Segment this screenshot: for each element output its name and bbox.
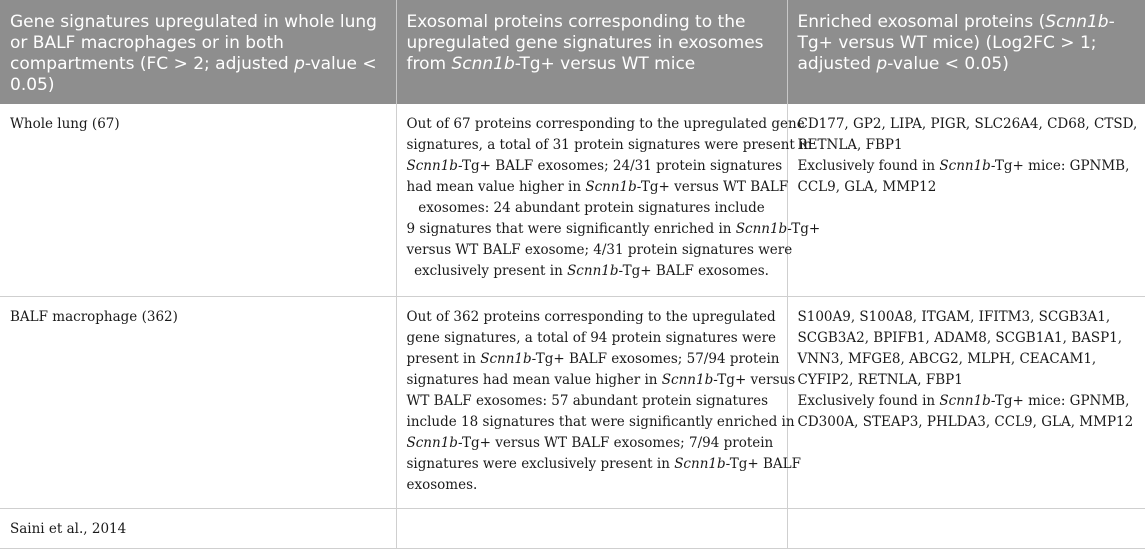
text-segment: include 18 signatures that were significantly enriched in	[406, 413, 795, 430]
row-enriched-proteins	[787, 104, 1145, 296]
italic-text: Scnn1b	[1045, 12, 1109, 32]
row-label: BALF macrophage (362)	[0, 296, 396, 508]
text-line	[407, 261, 777, 282]
text-line	[798, 328, 1136, 349]
text-segment: S100A9, S100A8, ITGAM, IFITM3, SCGB3A1,	[797, 308, 1111, 325]
text-line	[407, 475, 777, 496]
text-line	[407, 391, 777, 412]
italic-text: Scnn1b	[406, 434, 458, 451]
text-segment: versus WT BALF exosome; 4/31 protein signatures were	[406, 242, 793, 258]
text-segment: present in	[406, 350, 481, 367]
italic-text: Scnn1b	[406, 158, 458, 174]
text-line	[407, 198, 777, 219]
text-segment: CD300A, STEAP3, PHLDA3, CCL9, GLA, MMP12	[797, 413, 1134, 430]
row-enriched-proteins	[787, 508, 1145, 548]
text-segment: Exclusively found in	[797, 392, 940, 409]
italic-text: p	[876, 54, 888, 74]
text-line	[798, 177, 1136, 198]
text-segment: -Tg+ BALF	[725, 455, 801, 472]
text-line	[406, 349, 780, 370]
text-line	[406, 240, 793, 261]
header-enriched-proteins	[787, 0, 1145, 104]
text-segment: VNN3, MFGE8, ABCG2, MLPH, CEACAM1,	[797, 350, 1097, 367]
text-segment: exosomes.	[406, 476, 478, 493]
italic-text: Scnn1b	[480, 350, 532, 367]
text-segment: -Tg+ versus	[713, 371, 796, 388]
text-line	[798, 391, 1136, 412]
text-segment: Out of 362 proteins corresponding to the upregulated	[406, 308, 776, 325]
italic-text: Scnn1b	[939, 158, 991, 174]
text-segment: RETNLA, FBP1	[797, 137, 903, 153]
row-description	[396, 104, 821, 296]
text-segment: -Tg+ mice: GPNMB,	[990, 158, 1130, 174]
text-segment: -Tg+ mice: GPNMB,	[990, 392, 1130, 409]
text-line	[406, 114, 805, 135]
text-line	[406, 156, 783, 177]
table-row	[0, 296, 1145, 508]
text-line	[798, 349, 1136, 370]
text-line	[406, 370, 796, 391]
italic-text: Scnn1b	[567, 263, 619, 279]
text-segment: Exclusively found in	[797, 158, 940, 174]
row-description	[396, 296, 801, 508]
text-segment: CCL9, GLA, MMP12	[797, 179, 937, 195]
italic-text: Scnn1b	[451, 54, 515, 74]
text-segment: Out of 67 proteins corresponding to the upregulated gene	[406, 116, 805, 132]
row-description	[396, 508, 787, 548]
row-label: Saini et al., 2014	[0, 508, 396, 548]
text-segment: 9 signatures that were significantly enriched in	[406, 221, 736, 237]
text-line	[798, 307, 1136, 328]
text-segment: -Tg+ versus WT BALF	[636, 179, 789, 195]
italic-text: p	[294, 54, 305, 74]
header-gene-signatures	[0, 0, 396, 104]
text-line	[407, 328, 777, 349]
italic-text: Scnn1b	[939, 392, 991, 409]
text-segment: gene signatures, a total of 94 protein signatures were	[406, 329, 777, 346]
text-segment: signatures were exclusively present in	[406, 455, 675, 472]
row-label: Whole lung (67)	[0, 104, 396, 296]
text-segment: Enriched exosomal proteins (	[797, 12, 1046, 32]
text-segment: CYFIP2, RETNLA, FBP1	[797, 371, 963, 388]
text-line	[407, 433, 777, 454]
text-segment: exosomes: 24 abundant protein signatures include	[418, 200, 765, 216]
text-segment: -value < 0.05)	[887, 54, 1009, 74]
text-segment: -Tg+ BALF exosomes.	[618, 263, 769, 279]
text-line	[406, 219, 821, 240]
italic-text: Scnn1b	[735, 221, 788, 237]
text-line	[798, 412, 1136, 433]
text-segment: -Tg+ versus WT BALF exosomes; 7/94 protein	[457, 434, 774, 451]
text-segment: -value < 0.05)	[10, 54, 377, 95]
text-segment: WT BALF exosomes: 57 abundant protein signatures	[406, 392, 769, 409]
table-row	[0, 508, 1145, 548]
text-segment: SCGB3A2, BPIFB1, ADAM8, SCGB1A1, BASP1,	[797, 329, 1123, 346]
text-segment: Gene signatures upregulated in whole lung or BALF macrophages or in both compartments (FC > 2; adjusted	[10, 12, 377, 74]
text-segment: signatures had mean value higher in	[406, 371, 662, 388]
text-line	[407, 307, 777, 328]
text-segment: had mean value higher in	[406, 179, 586, 195]
header-row	[0, 0, 1145, 104]
italic-text: Scnn1b	[674, 455, 726, 472]
text-segment: -Tg+ versus WT mice	[514, 54, 696, 74]
text-segment: Exosomal proteins corresponding to the upregulated gene signatures in exosomes from	[406, 12, 764, 74]
text-segment: -Tg+ BALF exosomes; 24/31 protein signatures	[457, 158, 783, 174]
row-enriched-proteins	[787, 296, 1145, 508]
table-row	[0, 104, 1145, 296]
text-segment: -Tg+ BALF exosomes; 57/94 protein	[531, 350, 780, 367]
text-segment: signatures, a total of 31 protein signatures were present in	[406, 137, 813, 153]
italic-text: Scnn1b	[661, 371, 714, 388]
text-line	[406, 412, 795, 433]
text-line	[798, 114, 1136, 135]
text-line	[798, 156, 1136, 177]
text-segment: -Tg+	[787, 221, 821, 237]
text-segment: -Tg+ versus WT mice) (Log2FC > 1; adjusted	[797, 12, 1115, 74]
text-line	[798, 135, 1136, 156]
text-segment: exclusively present in	[414, 263, 568, 279]
header-exosomal-proteins	[396, 0, 787, 104]
text-line	[406, 177, 789, 198]
text-segment: CD177, GP2, LIPA, PIGR, SLC26A4, CD68, CTSD,	[797, 116, 1138, 132]
text-line	[798, 370, 1136, 391]
italic-text: Scnn1b	[585, 179, 637, 195]
text-line	[406, 135, 813, 156]
text-line	[406, 454, 801, 475]
